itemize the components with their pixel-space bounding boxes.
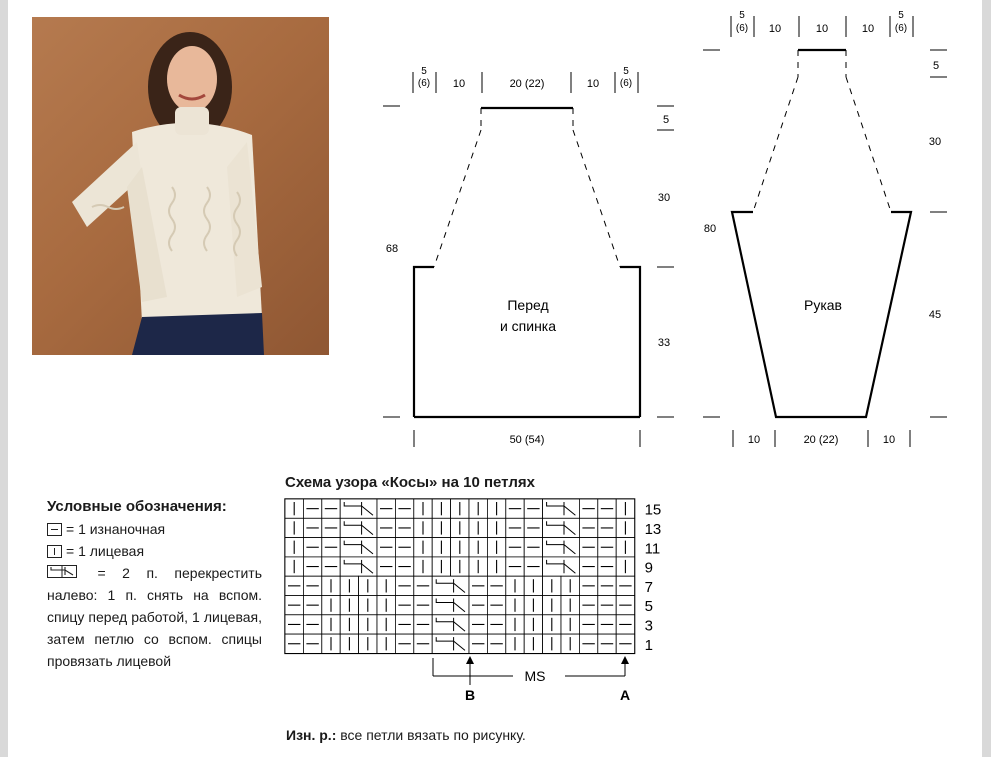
chart-row-number: 9 (644, 559, 653, 577)
chart-cell-cross (432, 596, 469, 615)
front-back-schematic (383, 66, 674, 447)
front-back-top-6: (6) (417, 78, 431, 89)
front-back-right-5: 5 (662, 114, 670, 126)
chart-cell-cross (543, 538, 580, 557)
chart-cell-cross (543, 557, 580, 576)
sleeve-right-30: 30 (928, 136, 942, 148)
chart-markers (433, 656, 630, 703)
sleeve-right-45: 45 (928, 309, 942, 321)
legend-title: Условные обозначения: (47, 498, 227, 515)
chart-cell-cross (543, 499, 580, 518)
sleeve-top-neck: 10 (815, 23, 829, 35)
knit-symbol-icon (47, 545, 62, 558)
chart-row-number: 5 (644, 598, 653, 616)
sleeve-title: Рукав (804, 297, 842, 313)
chart-row-number: 15 (644, 501, 662, 519)
front-back-right-30: 30 (657, 192, 671, 204)
chart-cell-cross (432, 615, 469, 634)
repeat-label: MS (524, 668, 546, 684)
front-back-bottom: 50 (54) (509, 434, 545, 446)
sleeve-top-5-right: 5 (898, 10, 904, 21)
note (286, 727, 526, 743)
legend-purl (47, 518, 262, 540)
cable-chart (285, 499, 635, 653)
chart-cell-cross (340, 538, 377, 557)
sleeve-top-6: (6) (735, 23, 749, 34)
front-back-top-neck: 20 (22) (509, 78, 545, 90)
chart-row-number: 11 (644, 540, 661, 558)
sleeve-top-5: 5 (739, 10, 745, 21)
pattern-sheet (8, 0, 982, 757)
front-back-top-5-right: 5 (623, 66, 629, 77)
sleeve-top-6-right: (6) (894, 23, 908, 34)
sleeve-left-80: 80 (703, 223, 717, 235)
front-back-top-5: 5 (421, 66, 427, 77)
legend-knit-text: = 1 лицевая (66, 543, 145, 559)
front-back-title-2: и спинка (499, 318, 557, 334)
chart-cell-cross (432, 634, 469, 653)
marker-b: B (464, 687, 476, 703)
sleeve-bottom-10-left: 10 (747, 434, 761, 446)
purl-symbol-icon (47, 523, 62, 536)
legend-knit (47, 540, 262, 562)
sleeve-bottom-center: 20 (22) (803, 434, 839, 446)
chart-cell-cross (340, 557, 377, 576)
chart-cell-cross (543, 518, 580, 537)
sleeve-top-10-left: 10 (768, 23, 782, 35)
front-back-title-1: Перед (507, 297, 549, 313)
legend-cross-text: = 2 п. перекрестить налево: 1 п. снять на вспом. спицу перед работой, 1 лицевая, затем петлю со вспом. спицы провязать лицевой (47, 565, 262, 669)
chart-cell-cross (340, 518, 377, 537)
sleeve-right-5: 5 (932, 60, 940, 72)
legend-cross (47, 562, 262, 672)
chart-row-number: 13 (644, 520, 662, 538)
note-text: все петли вязать по рисунку. (336, 727, 526, 743)
marker-a: A (619, 687, 631, 703)
legend (47, 496, 262, 672)
sleeve-schematic (703, 10, 947, 447)
sleeve-top-10-right: 10 (861, 23, 875, 35)
note-label: Изн. р.: (286, 727, 337, 743)
chart-row-numbers (645, 502, 662, 654)
legend-purl-text: = 1 изнаночная (66, 521, 166, 537)
chart-row-number: 7 (644, 578, 653, 596)
chart-row-number: 1 (644, 636, 653, 654)
front-back-right-33: 33 (657, 337, 671, 349)
chart-row-number: 3 (644, 617, 653, 635)
chart-cell-cross (432, 576, 469, 595)
front-back-top-10-right: 10 (586, 78, 600, 90)
front-back-left-68: 68 (385, 243, 399, 255)
chart-title: Схема узора «Косы» на 10 петлях (285, 474, 535, 491)
cross-symbol-icon (47, 565, 77, 578)
front-back-top-10-left: 10 (452, 78, 466, 90)
front-back-top-6-right: (6) (619, 78, 633, 89)
chart-cell-cross (340, 499, 377, 518)
sleeve-bottom-10-right: 10 (882, 434, 896, 446)
